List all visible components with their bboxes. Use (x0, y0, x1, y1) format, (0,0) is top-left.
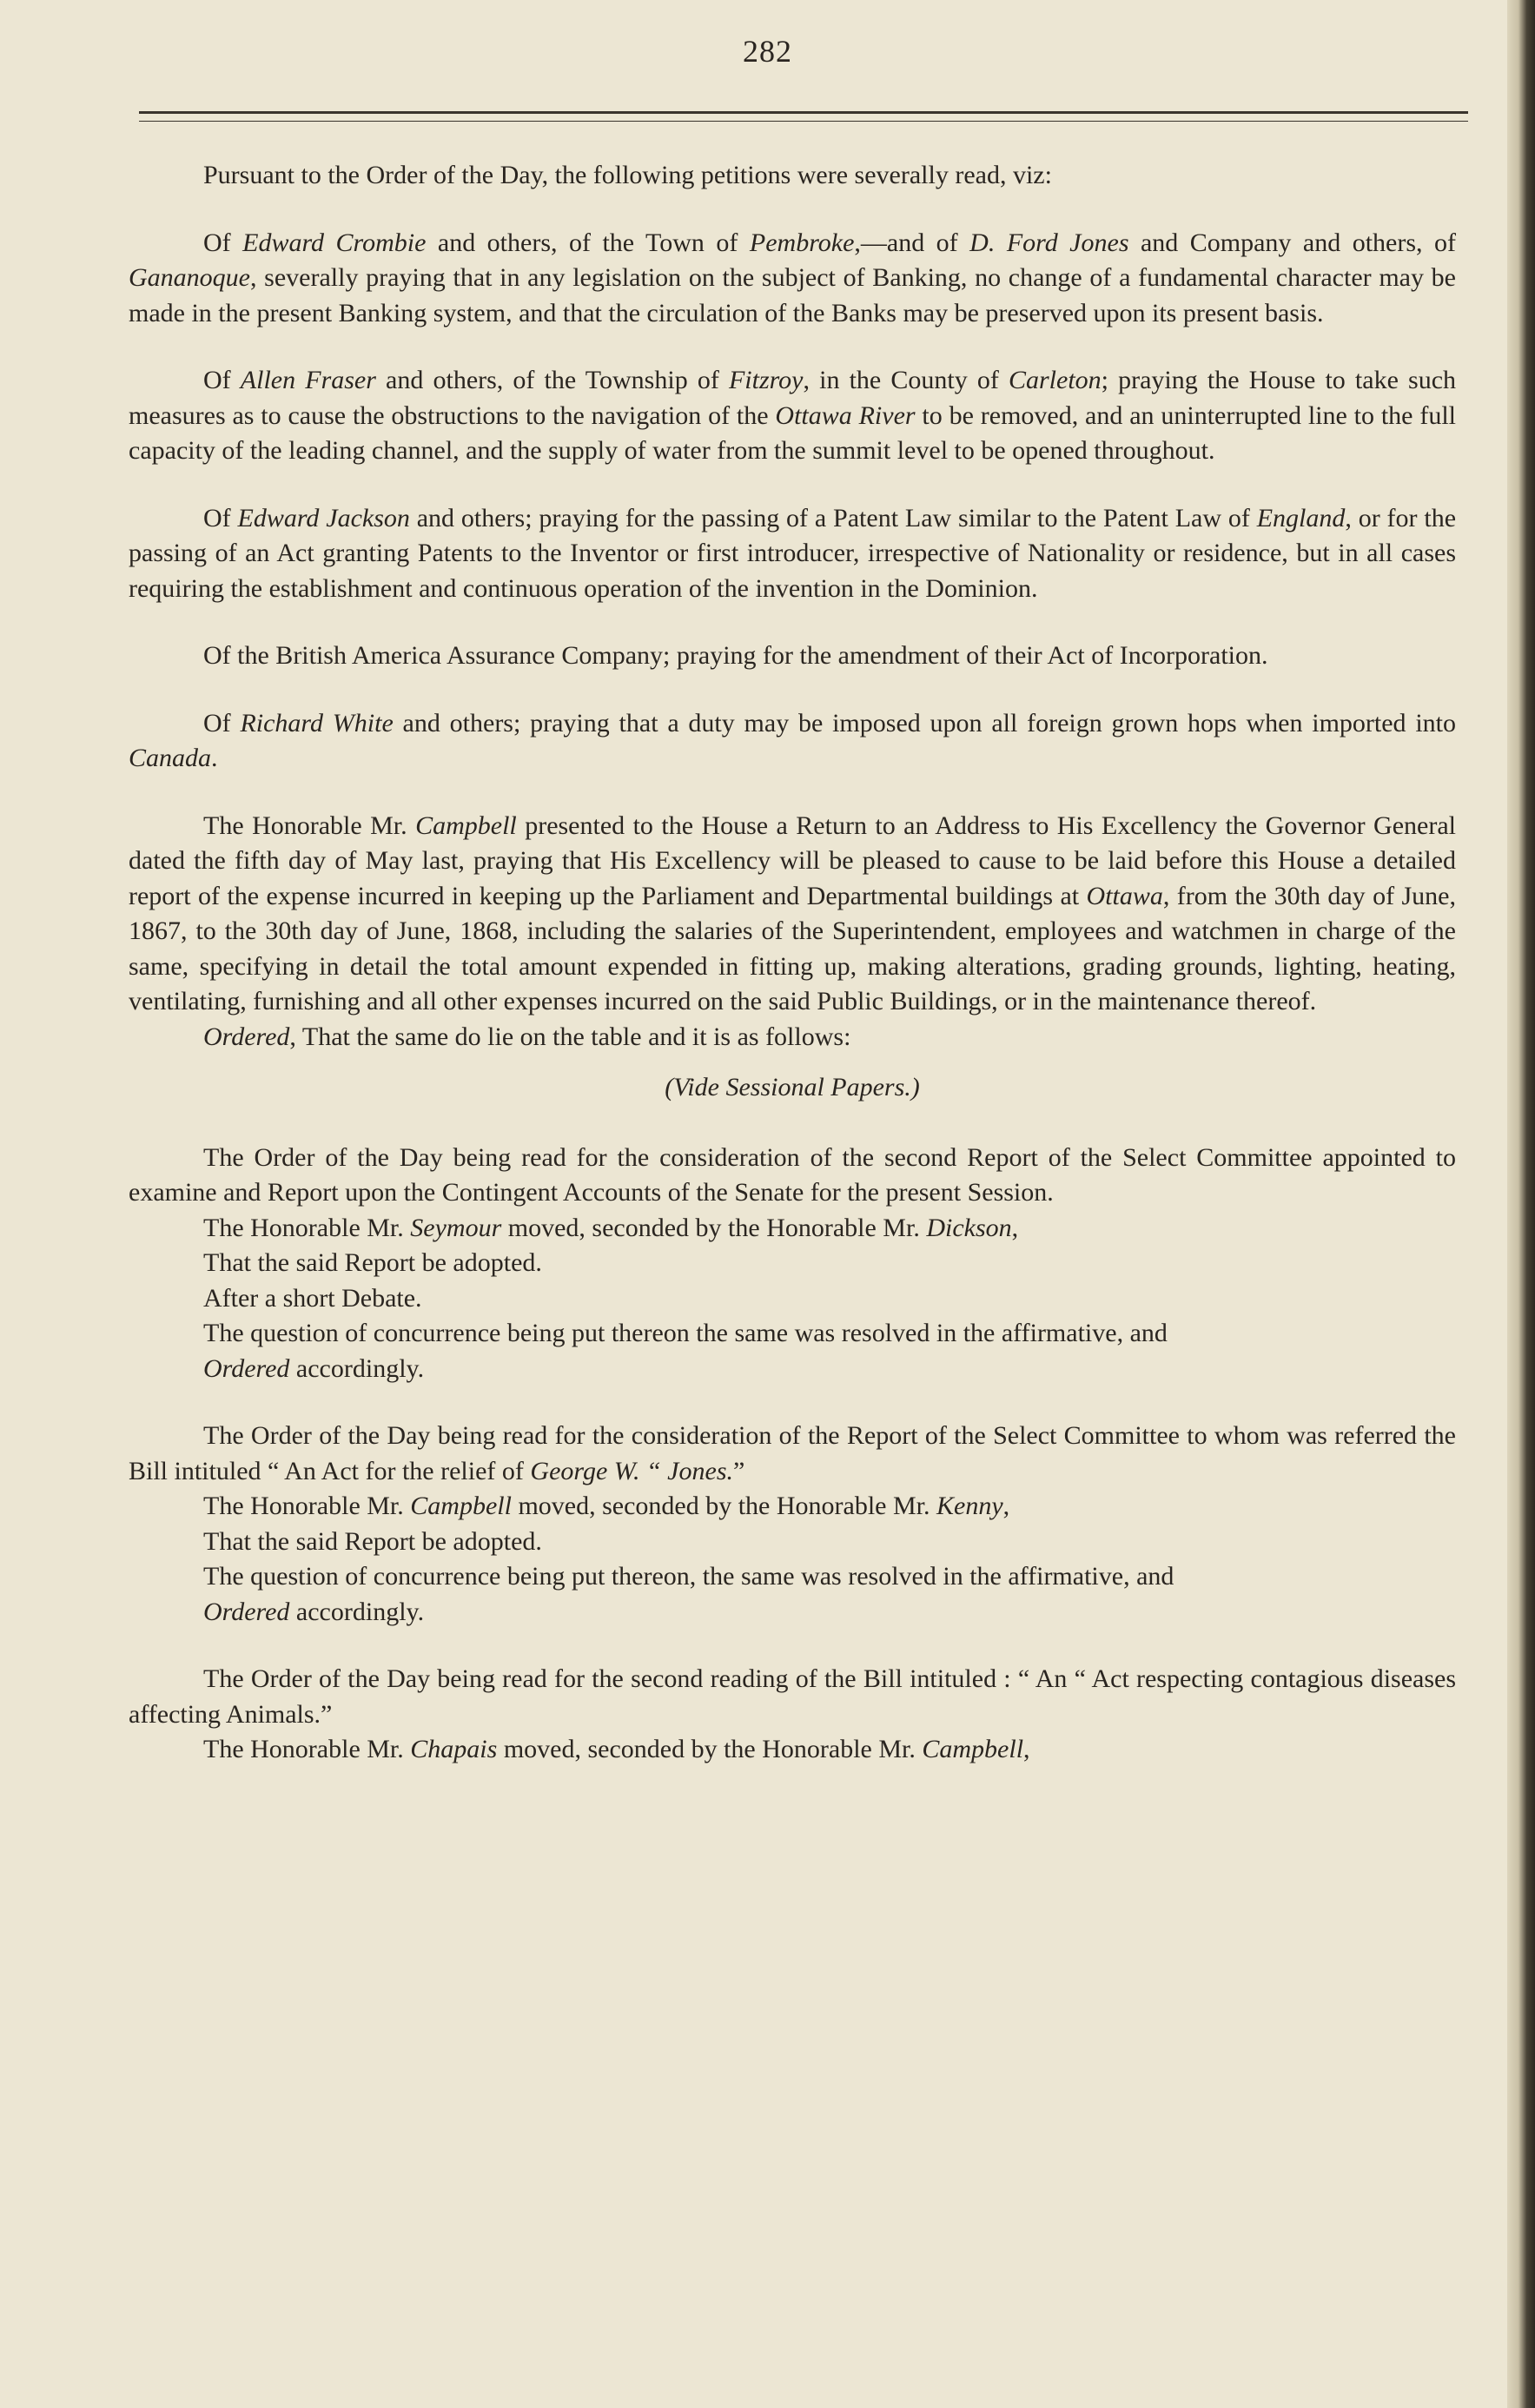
member-name: Chapais (410, 1735, 498, 1763)
jones-report-intro: The Order of the Day being read for the consideration of the Report of the Select Committee to whom was referred the Bill intituled “ An Act for the relief of George W. “ Jones.” (129, 1421, 1456, 1485)
petitioner-name: D. Ford Jones (969, 228, 1129, 257)
petition-white: Of Richard White and others; praying that a duty may be imposed upon all foreign grown hops when imported into Canada. (129, 708, 1457, 772)
place-name: Fitzroy (728, 366, 804, 394)
petition-fraser: Of Allen Fraser and others, of the Township of Fitzroy, in the County of Carleton; praying the House to take such measures as to cause the obstructions to the navigation of the Ottawa River to be removed, and an uninterrupted line to the full capacity of the leading channel, and the supply of water from the summit level to be opened throughout. (129, 366, 1457, 465)
intro-paragraph: Pursuant to the Order of the Day, the following petitions were severally read, viz: (203, 161, 1052, 189)
place-name: Ottawa River (775, 400, 916, 430)
ordered-line: Ordered accordingly. (203, 1597, 425, 1626)
member-name: Seymour (410, 1213, 502, 1242)
petitioner-name: Richard White (240, 708, 394, 738)
ordered-line: Ordered accordingly. (203, 1353, 425, 1383)
place-name: Ottawa (1086, 881, 1163, 910)
motion-line: The Honorable Mr. Campbell moved, seconded by the Honorable Mr. Kenny, (203, 1492, 1010, 1520)
member-name: Campbell (922, 1735, 1024, 1763)
motion-line: The Honorable Mr. Seymour moved, seconded by the Honorable Mr. Dickson, (203, 1213, 1019, 1242)
header-rule (139, 111, 1468, 122)
petition-crombie: Of Edward Crombie and others, of the Town of Pembroke,—and of D. Ford Jones and Company and others, of Gananoque, severally praying that in any legislation on the subject of Banking, no change of a fundamental character may be made in the present Banking system, and that the circulation of the Banks may be preserved upon its present basis. (129, 228, 1456, 327)
vide-sessional-papers: (Vide Sessional Papers.) (665, 1073, 920, 1101)
member-name: Dickson (926, 1213, 1012, 1242)
petitioner-name: Allen Fraser (240, 366, 376, 394)
member-name: Campbell (410, 1492, 512, 1520)
petition-assurance: Of the British America Assurance Company; praying for the amendment of their Act of Incorporation. (203, 641, 1268, 670)
petition-jackson: Of Edward Jackson and others; praying for the passing of a Patent Law similar to the Patent Law of England, or for the passing of an Act granting Patents to the Inventor or first introducer, irrespective of Nationality or residence, but in all cases requiring the establishment and continuous operation of the invention in the Dominion. (129, 503, 1457, 603)
place-name: Gananoque (129, 263, 250, 292)
place-name: Carleton (1008, 366, 1102, 394)
debate-line: After a short Debate. (203, 1283, 422, 1313)
petitioner-name: Edward Crombie (242, 228, 427, 257)
ordered-line: Ordered, That the same do lie on the table and it is as follows: (203, 1022, 851, 1051)
motion-line: The Honorable Mr. Chapais moved, seconded by the Honorable Mr. Campbell, (203, 1735, 1030, 1763)
page-binding-edge (1507, 0, 1535, 2408)
contagious-diseases-intro: The Order of the Day being read for the second reading of the Bill intituled : “ An “ Act respecting contagious diseases affecting Animals.” (129, 1664, 1456, 1729)
that-line: That the said Report be adopted. (203, 1248, 542, 1277)
question-line: The question of concurrence being put thereon the same was resolved in the affirmative, and (203, 1319, 1168, 1347)
place-name: Canada (129, 744, 212, 772)
page-number: 282 (743, 34, 792, 69)
place-name: England (1256, 503, 1346, 533)
member-name: Kenny (936, 1492, 1003, 1520)
place-name: Pembroke (749, 228, 855, 257)
page-body (129, 158, 1456, 1768)
second-report-intro: The Order of the Day being read for the consideration of the second Report of the Select Committee appointed to examine and Report upon the Contingent Accounts of the Senate for the present Session. (129, 1142, 1456, 1207)
person-name: George W. “ Jones. (530, 1456, 733, 1485)
that-line: That the said Report be adopted. (203, 1526, 542, 1556)
return-paragraph: The Honorable Mr. Campbell presented to the House a Return to an Address to His Excellency the Governor General dated the fifth day of May last, praying that His Excellency will be pleased to cause to be laid before this House a detailed report of the expense incurred in keeping up the Parliament and Departmental buildings at Ottawa, from the 30th day of June, 1867, to the 30th day of June, 1868, including the salaries of the Superintendent, employees and watchmen in charge of the same, specifying in detail the total amount expended in fitting up, making alterations, grading grounds, lighting, heating, ventilating, furnishing and all other expenses incurred on the said Public Buildings, or in the maintenance thereof. (129, 810, 1456, 1015)
petitioner-name: Edward Jackson (237, 503, 410, 533)
question-line: The question of concurrence being put thereon, the same was resolved in the affirmative, and (203, 1562, 1174, 1591)
member-name: Campbell (415, 810, 517, 840)
